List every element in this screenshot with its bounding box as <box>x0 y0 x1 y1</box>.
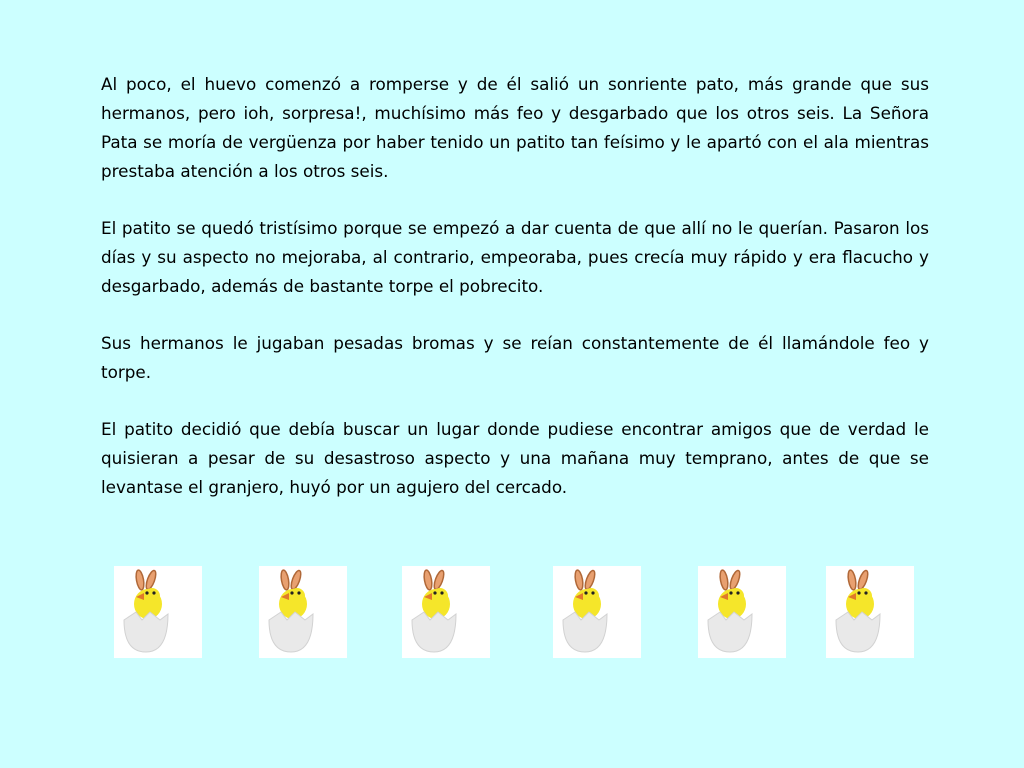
story-paragraph-4: El patito decidió que debía buscar un lugar donde pudiese encontrar amigos que de verdad le quisieran a pesar de su desastroso aspecto y una mañana muy temprano, antes de que se levantase el granjero, huyó por un agujero del cercado. <box>101 419 929 497</box>
hatching-chick-icon <box>553 566 641 658</box>
story-paragraph-1: Al poco, el huevo comenzó a romperse y de él salió un sonriente pato, más grande que sus hermanos, pero ioh, sorpresa!, muchísimo más feo y desgarbado que los otros seis. La Señora Pata se moría de vergüenza por haber tenido un patito tan feísimo y le apartó con el ala mientras prestaba atención a los otros seis. <box>101 74 929 181</box>
story-text <box>101 70 929 530</box>
hatching-chick-icon <box>826 566 914 658</box>
chick-row <box>0 566 1024 658</box>
hatching-chick-icon <box>402 566 490 658</box>
story-paragraph-3: Sus hermanos le jugaban pesadas bromas y se reían constantemente de él llamándole feo y torpe. <box>101 333 929 382</box>
hatching-chick-icon <box>114 566 202 658</box>
hatching-chick-icon <box>259 566 347 658</box>
story-paragraph-2: El patito se quedó tristísimo porque se empezó a dar cuenta de que allí no le querían. Pasaron los días y su aspecto no mejoraba, al contrario, empeoraba, pues crecía muy rápido y era flacucho y desgarbado, además de bastante torpe el pobrecito. <box>101 218 929 296</box>
hatching-chick-icon <box>698 566 786 658</box>
